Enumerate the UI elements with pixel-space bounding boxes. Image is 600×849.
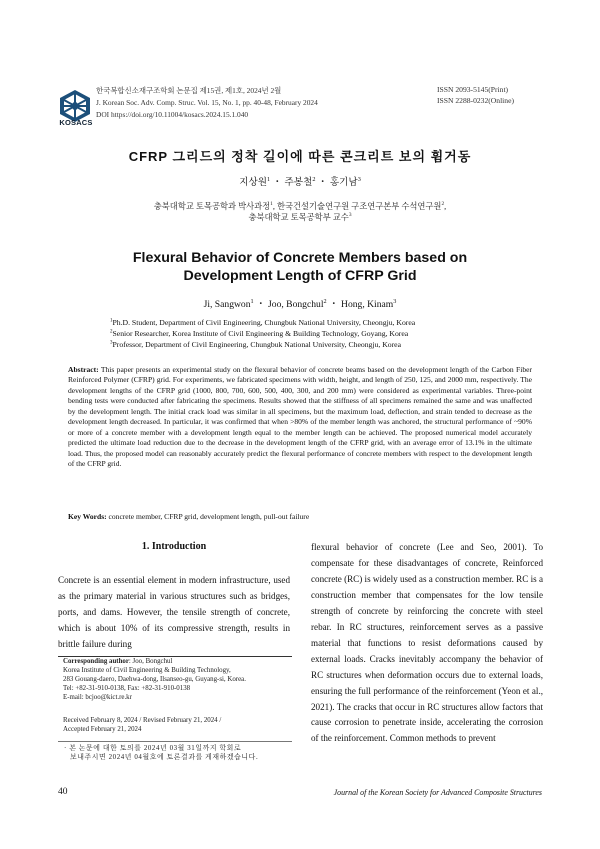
author-ko-2: 주봉철	[284, 177, 313, 188]
author-en-3: Hong, Kinam	[341, 299, 394, 310]
body-column-left: Concrete is an essential element in modern infrastructure, used as the primary material in various structures such as bridges, ports, and dams. However, the tensile strength of concrete, which is about 10% of its compressive strength, results in brittle failure during	[58, 575, 290, 649]
author-en-1: Ji, Sangwon	[203, 299, 251, 310]
issn-block	[437, 85, 514, 106]
affiliation-3: $^3$Professor, Department of Civil Engineering, Chungbuk National University, Cheongju, Korea	[110, 339, 401, 349]
affiliations-ko: 충북대학교 토목공학과 박사과정$^1$, 한국건설기술연구원 구조연구본부 수석연구원$^2$, 충북대학교 토목공학부 교수$^3$	[153, 201, 447, 223]
received-dates: Received February 8, 2024 / Revised February 21, 2024 / Accepted February 21, 2024	[63, 717, 222, 734]
paper-title-en: Flexural Behavior of Concrete Members based on Development Length of CFRP Grid	[132, 250, 468, 284]
keywords-text: concrete member, CFRP grid, development length, pull-out failure	[108, 512, 310, 521]
corresponding-author-footnote: Corresponding author: Joo, Bongchul Korea Institute of Civil Engineering & Building Technology, 283 Gouang-daero, Daehwa-dong, Ilsanseo-gu, Guyang-si, Korea. Tel: +82-31-910-0138, Fax: +82-31-910-0138 E-mail: bcjoo@kict.re.kr	[63, 658, 291, 703]
author-ko-3: 홍기남	[329, 177, 358, 188]
logo-text: KOSACS	[59, 118, 93, 127]
keywords	[68, 512, 532, 522]
affiliation-1: $^1$Ph.D. Student, Department of Civil Engineering, Chungbuk National University, Cheongju, Korea	[110, 318, 416, 327]
discussion-notice: · 본 논문에 대한 토의를 2024년 03월 31일까지 학회로 보내주시면 2024년 04월호에 토론결과를 게재하겠습니다.	[64, 745, 259, 761]
affiliations-en	[110, 318, 530, 350]
affiliation-2: $^2$Senior Researcher, Korea Institute of Civil Engineering & Building Technology, Goyang, Korea	[110, 328, 409, 338]
abstract	[68, 365, 532, 470]
authors-ko: 지상원$^1$ ・ 주봉철$^2$ ・ 홍기남$^3$	[239, 175, 361, 188]
journal-title-ko: 한국복합신소재구조학회 논문집 제15권, 제1호, 2024년 2월	[96, 86, 282, 95]
section-heading-introduction: 1. Introduction	[141, 541, 207, 552]
doi-link[interactable]: DOI https://doi.org/10.11004/kosacs.2024.15.1.040	[96, 110, 249, 120]
author-ko-1: 지상원	[239, 177, 267, 188]
journal-meta	[96, 85, 318, 122]
journal-title-en: J. Korean Soc. Adv. Comp. Struc. Vol. 15, No. 1, pp. 40-48, February 2024	[96, 98, 318, 108]
footer-journal-name: Journal of the Korean Society for Advanced Composite Structures	[333, 788, 542, 797]
footnote-divider	[58, 656, 292, 657]
footnote-email[interactable]: E-mail: bcjoo@kict.re.kr	[63, 693, 132, 701]
notice-divider	[58, 741, 292, 742]
body-column-right: flexural behavior of concrete (Lee and Seo, 2001). To compensate for these disadvantages of concrete, Reinforced concrete (RC) is widely used as a construction member. RC is a construction member that compensates for the low tensile strength of concrete by reinforcing the concrete with steel rebar. In RC structures, reinforcement serves as a passive material that functions to resist deformations caused by external loads. Cracks inevitably accompany the behavior of RC structures when deformation occurs due to external loads, ensuring the full performance of the reinforcement (Yeon et al., 2021). The cracks that occur in RC structures allow factors that cause corrosion to penetrate inside, accelerating the corrosion of the reinforcement. Common methods to prevent	[311, 542, 543, 744]
issn-online: ISSN 2288-0232(Online)	[437, 95, 514, 105]
paper-title-ko: CFRP 그리드의 정착 길이에 따른 콘크리트 보의 휨거동	[128, 149, 472, 164]
author-en-2: Joo, Bongchul	[268, 299, 324, 310]
issn-print: ISSN 2093-5145(Print)	[437, 85, 509, 94]
page-number: 40	[58, 787, 68, 797]
abstract-text: This paper presents an experimental study on the flexural behavior of concrete beams based on the development length of the Carbon Fiber Reinforced Polymer (CFRP) grid. For experiments, we fabricated specimens with width, height, and length of 250, 125, and 2000 mm, respectively. The development lengths of the CFRP grid (1000, 800, 700, 600, 500, 400, 300, and 200 mm) were considered as experimental variables. Three-point bending tests were conducted after fabricating the specimens. Results showed that the stiffness of all specimens remained the same and was unaffected by the development length. The initial crack load was similar in all specimens, but the maximum load, deflection, and strain tended to decrease as the development length decreased. In particular, it was confirmed that when >80% of the member length was anchored, the structural performance of ~90% or more of a concrete member with a development length equal to the member length can be achieved. The proposed numerical model accurately predicted the ultimate load reduction due to the decrease in the development length of the CFRP grid, with an average error of 13.1% in the ultimate load. Thus, the proposed model can reasonably accurately predict the flexural performance of concrete members with respect to the development length of the CFRP grid.	[68, 365, 532, 469]
abstract-label: Abstract:	[68, 365, 99, 374]
authors-en: Ji, Sangwon$^1$ ・ Joo, Bongchul$^2$ ・ Hong, Kinam$^3$	[203, 297, 397, 310]
footnote-label: Corresponding author	[63, 658, 129, 665]
keywords-label: Key Words:	[68, 512, 107, 521]
